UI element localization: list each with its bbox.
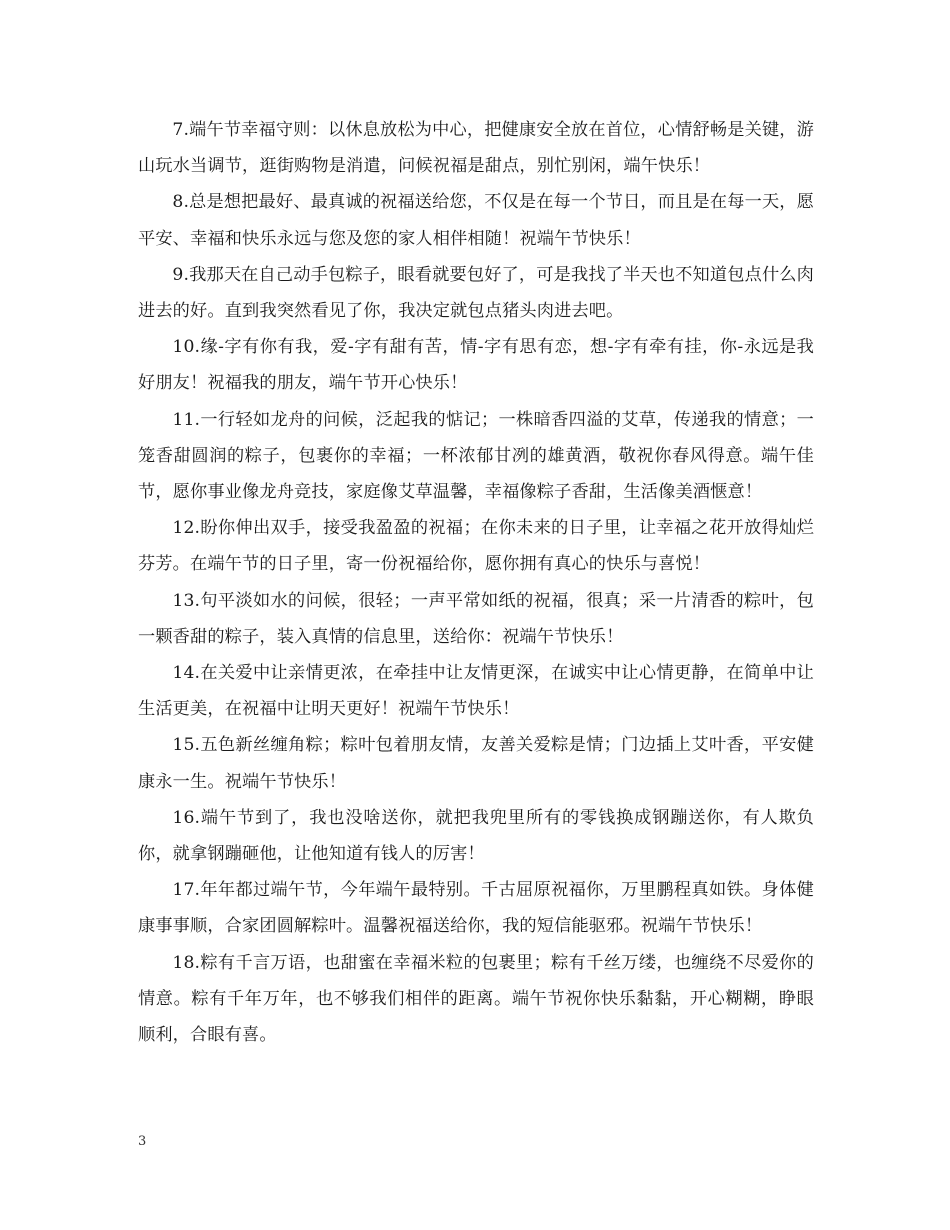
paragraph-8: 8.总是想把最好、最真诚的祝福送给您，不仅是在每一个节日，而且是在每一天，愿平安、幸福和快乐永远与您及您的家人相伴相随！祝端午节快乐！ bbox=[138, 192, 814, 249]
page-number: 3 bbox=[138, 1134, 147, 1149]
paragraph-14: 14.在关爱中让亲情更浓，在牵挂中让友情更深，在诚实中让心情更静，在简单中让生活更美，在祝福中让明天更好！祝端午节快乐！ bbox=[138, 663, 814, 720]
paragraph-15: 15.五色新丝缠角粽；粽叶包着朋友情，友善关爱粽是情；门边插上艾叶香，平安健康永一生。祝端午节快乐！ bbox=[138, 735, 814, 792]
paragraph-11: 11.一行轻如龙舟的问候，泛起我的惦记；一株暗香四溢的艾草，传递我的情意；一笼香甜圆润的粽子，包裹你的幸福；一杯浓郁甘冽的雄黄酒，敬祝你春风得意。端午佳节，愿你事业像龙舟竞技，家庭像艾草温馨，幸福像粽子香甜，生活像美酒惬意！ bbox=[138, 409, 814, 503]
paragraph-9: 9.我那天在自己动手包粽子，眼看就要包好了，可是我找了半天也不知道包点什么肉进去的好。直到我突然看见了你，我决定就包点猪头肉进去吧。 bbox=[138, 264, 814, 322]
document-body bbox=[138, 112, 814, 1053]
paragraph-13: 13.句平淡如水的问候，很轻；一声平常如纸的祝福，很真；采一片清香的粽叶，包一颗香甜的粽子，装入真情的信息里，送给你：祝端午节快乐！ bbox=[138, 590, 814, 647]
paragraph-16: 16.端午节到了，我也没啥送你，就把我兜里所有的零钱换成钢蹦送你，有人欺负你，就拿钢蹦砸他，让他知道有钱人的厉害！ bbox=[138, 807, 814, 865]
paragraph-17: 17.年年都过端午节，今年端午最特别。千古屈原祝福你，万里鹏程真如铁。身体健康事事顺，合家团圆解粽叶。温馨祝福送给你，我的短信能驱邪。祝端午节快乐！ bbox=[138, 880, 814, 937]
paragraph-10: 10.缘-字有你有我，爱-字有甜有苦，情-字有思有恋，想-字有牵有挂，你-永远是我好朋友！祝福我的朋友，端午节开心快乐！ bbox=[138, 337, 814, 394]
paragraph-18: 18.粽有千言万语，也甜蜜在幸福米粒的包裹里；粽有千丝万缕，也缠绕不尽爱你的情意。粽有千年万年，也不够我们相伴的距离。端午节祝你快乐黏黏，开心糊糊，睁眼顺利，合眼有喜。 bbox=[138, 952, 814, 1046]
paragraph-12: 12.盼你伸出双手，接受我盈盈的祝福；在你未来的日子里，让幸福之花开放得灿烂芬芳。在端午节的日子里，寄一份祝福给你，愿你拥有真心的快乐与喜悦！ bbox=[138, 518, 814, 575]
paragraph-7: 7.端午节幸福守则：以休息放松为中心，把健康安全放在首位，心情舒畅是关键，游山玩水当调节，逛街购物是消遣，问候祝福是甜点，别忙别闲，端午快乐！ bbox=[138, 120, 814, 177]
